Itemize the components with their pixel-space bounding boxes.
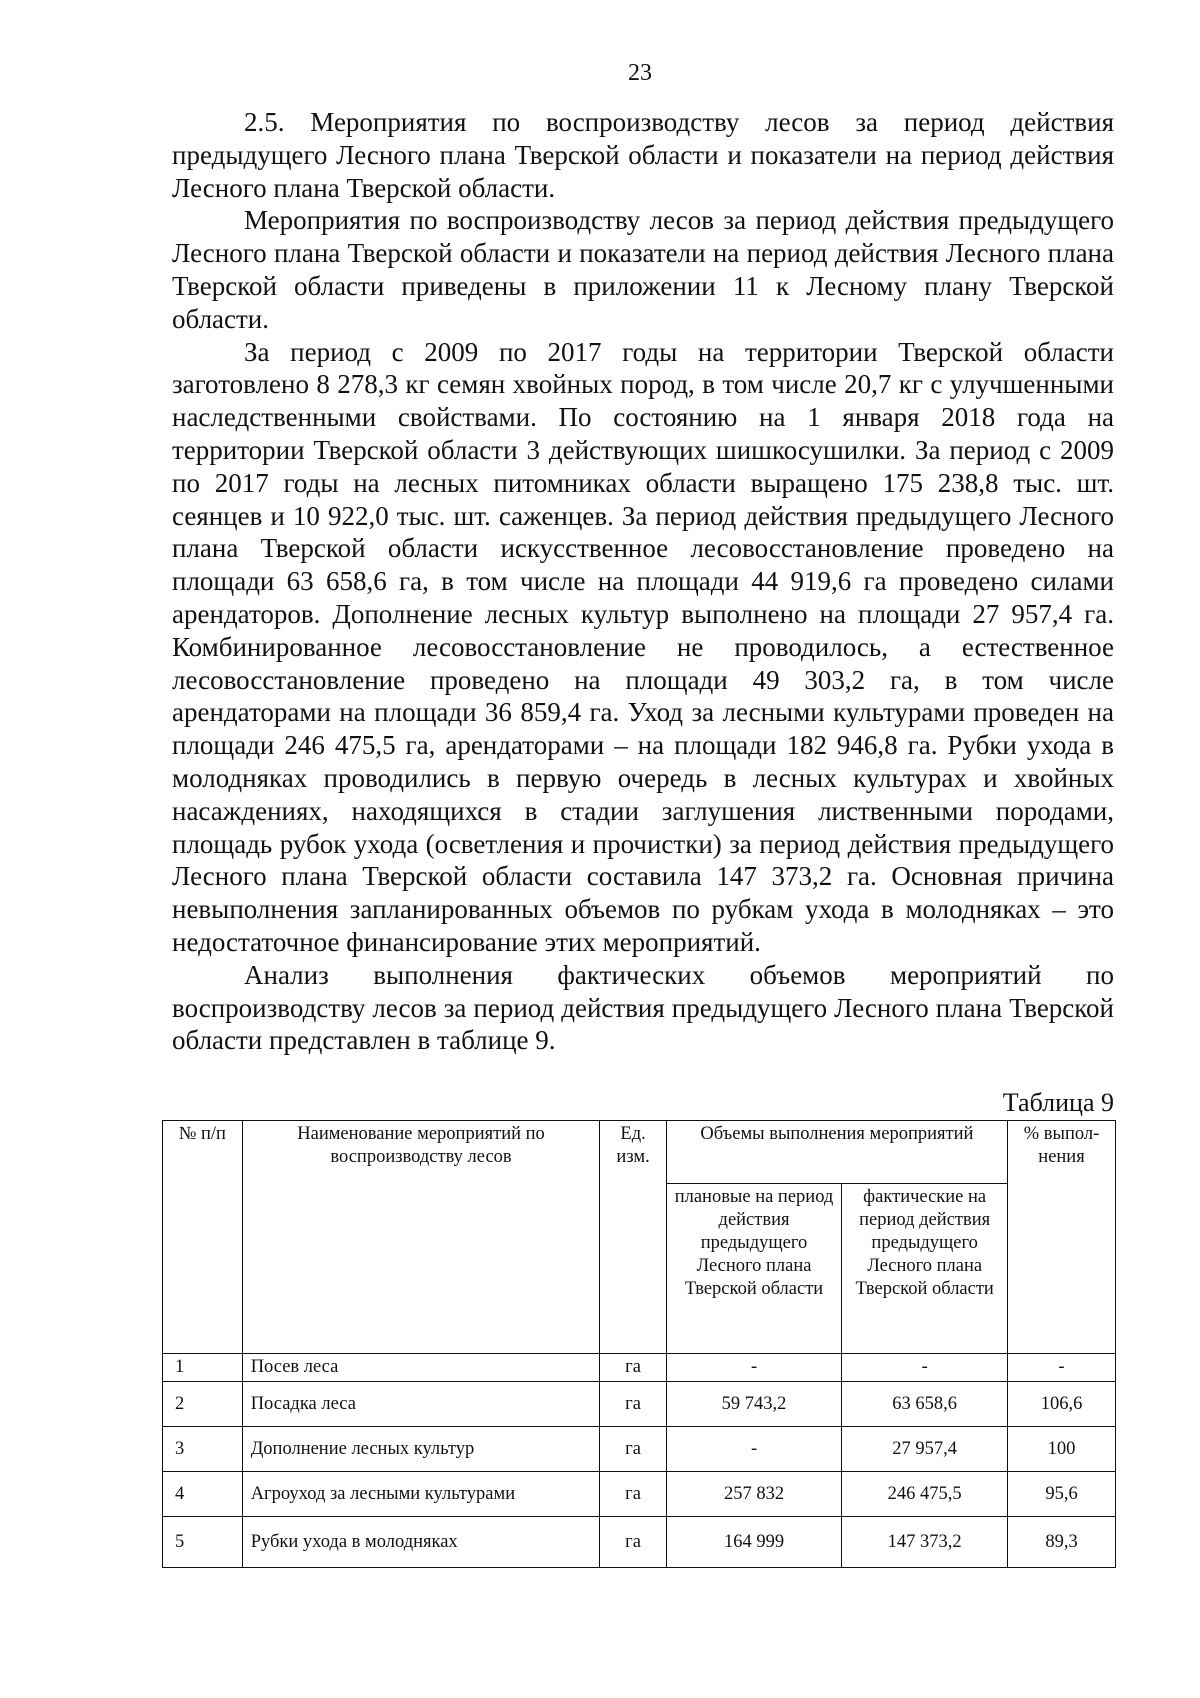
cell-num: 2 xyxy=(163,1382,243,1427)
cell-num: 4 xyxy=(163,1472,243,1517)
header-fact: фактические на период действия предыдущего Лесного плана Тверской области xyxy=(842,1184,1008,1354)
header-name: Наименование мероприятий по воспроизводству лесов xyxy=(242,1121,600,1354)
paragraph: За период с 2009 по 2017 годы на территории Тверской области заготовлено 8 278,3 кг семян хвойных пород, в том числе 20,7 кг с улучшенными наследственными свойствами. По состоянию на 1 января 2018 года на территории Тверской области 3 действующих шишкосушилки. За период с 2009 по 2017 годы на лесных питомниках области выращено 175 238,8 тыс. шт. сеянцев и 10 922,0 тыс. шт. саженцев. За период действия предыдущего Лесного плана Тверской области искусственное лесовосстановление проведено на площади 63 658,6 га, в том числе на площади 44 919,6 га проведено силами арендаторов. Дополнение лесных культур выполнено на площади 27 957,4 га. Комбинированное лесовосстановление не проводилось, а естественное лесовосстановление проведено на площади 49 303,2 га, в том числе арендаторами на площади 36 859,4 га. Уход за лесными культурами проведен на площади 246 475,5 га, арендаторами – на площади 182 946,8 га. Рубки ухода в молодняках проводились в первую очередь в лесных культурах и хвойных насаждениях, находящихся в стадии заглушения лиственными породами, площадь рубок ухода (осветления и прочистки) за период действия предыдущего Лесного плана Тверской области составила 147 373,2 га. Основная причина невыполнения запланированных объемов по рубкам ухода в молодняках – это недостаточное финансирование этих мероприятий. xyxy=(172,336,1114,957)
cell-unit: га xyxy=(600,1354,666,1382)
table-caption: Таблица 9 xyxy=(1002,1088,1114,1117)
cell-unit: га xyxy=(600,1427,666,1472)
cell-pct: 100 xyxy=(1008,1427,1116,1472)
cell-unit: га xyxy=(600,1517,666,1568)
table-9 xyxy=(162,1120,1116,1568)
header-plan: плановые на период действия предыдущего Лесного плана Тверской области xyxy=(666,1184,842,1354)
cell-name: Дополнение лесных культур xyxy=(242,1427,600,1472)
cell-pct: 95,6 xyxy=(1008,1472,1116,1517)
cell-unit: га xyxy=(600,1472,666,1517)
cell-name: Рубки ухода в молодняках xyxy=(242,1517,600,1568)
cell-plan: - xyxy=(666,1427,842,1472)
cell-fact: 27 957,4 xyxy=(842,1427,1008,1472)
cell-num: 3 xyxy=(163,1427,243,1472)
paragraph: Мероприятия по воспроизводству лесов за период действия предыдущего Лесного плана Тверской области и показатели на период действия Лесного плана Тверской области приведены в приложении 11 к Лесному плану Тверской области. xyxy=(172,205,1114,334)
table-row xyxy=(163,1517,1116,1568)
cell-plan: 257 832 xyxy=(666,1472,842,1517)
cell-plan: 59 743,2 xyxy=(666,1382,842,1427)
cell-fact: 63 658,6 xyxy=(842,1382,1008,1427)
cell-fact: - xyxy=(842,1354,1008,1382)
cell-name: Агроуход за лесными культурами xyxy=(242,1472,600,1517)
paragraph: Анализ выполнения фактических объемов мероприятий по воспроизводству лесов за период действия предыдущего Лесного плана Тверской области представлен в таблице 9. xyxy=(172,959,1114,1056)
header-num: № п/п xyxy=(163,1121,243,1354)
cell-name: Посадка леса xyxy=(242,1382,600,1427)
cell-num: 1 xyxy=(163,1354,243,1382)
table-row xyxy=(163,1382,1116,1427)
cell-fact: 246 475,5 xyxy=(842,1472,1008,1517)
section-heading: 2.5. Мероприятия по воспроизводству лесов за период действия предыдущего Лесного плана Тверской области и показатели на период действия Лесного плана Тверской области. xyxy=(172,107,1114,203)
table-header-row xyxy=(163,1121,1116,1184)
header-volumes: Объемы выполнения мероприятий xyxy=(666,1121,1007,1184)
cell-pct: 106,6 xyxy=(1008,1382,1116,1427)
table-row xyxy=(163,1472,1116,1517)
cell-pct: - xyxy=(1008,1354,1116,1382)
cell-unit: га xyxy=(600,1382,666,1427)
cell-num: 5 xyxy=(163,1517,243,1568)
document-body xyxy=(172,106,1114,1057)
cell-fact: 147 373,2 xyxy=(842,1517,1008,1568)
cell-plan: - xyxy=(666,1354,842,1382)
cell-name: Посев леса xyxy=(242,1354,600,1382)
page-number: 23 xyxy=(628,60,652,86)
table-row xyxy=(163,1354,1116,1382)
header-unit: Ед. изм. xyxy=(600,1121,666,1354)
header-pct: % выпол-нения xyxy=(1008,1121,1116,1354)
table-row xyxy=(163,1427,1116,1472)
cell-plan: 164 999 xyxy=(666,1517,842,1568)
cell-pct: 89,3 xyxy=(1008,1517,1116,1568)
